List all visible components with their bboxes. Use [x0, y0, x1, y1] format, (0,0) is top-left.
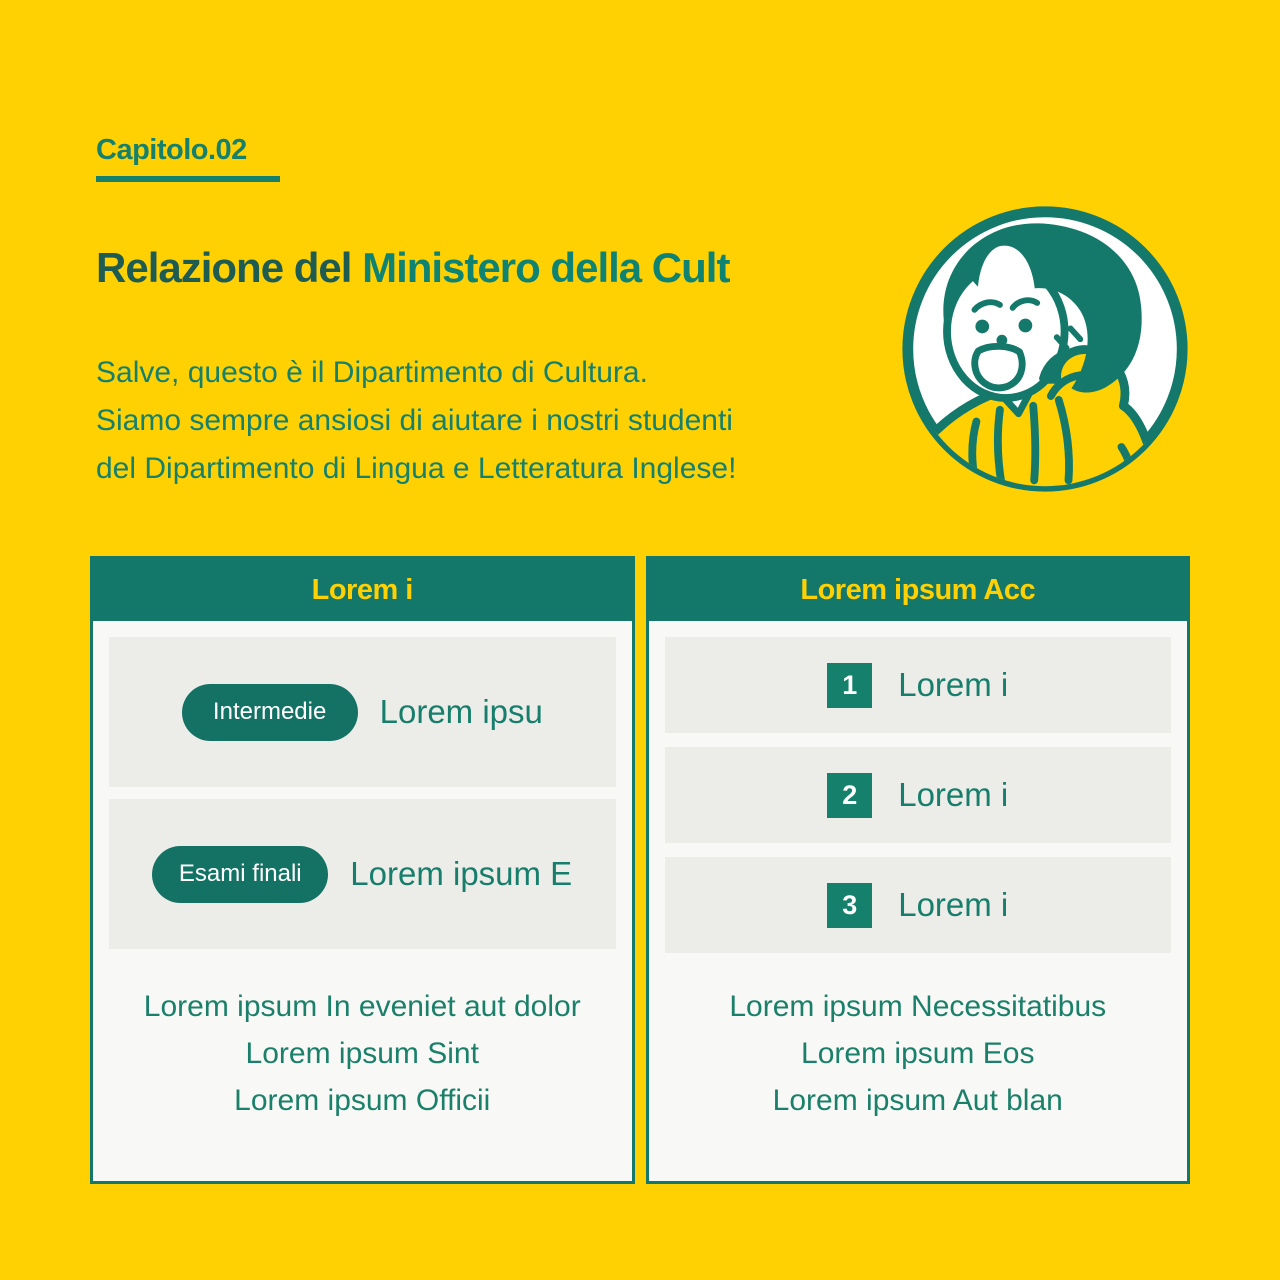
intro-line: Salve, questo è il Dipartimento di Cultura. — [96, 356, 648, 389]
numbered-row — [665, 747, 1172, 843]
feature-row — [109, 637, 616, 787]
footer-line: Lorem ipsum Aut blan — [772, 1084, 1063, 1117]
student-avatar-icon — [898, 202, 1192, 496]
footer-line: Lorem ipsum In eveniet aut dolor — [143, 990, 581, 1023]
card-right — [646, 556, 1191, 1184]
number-badge: 1 — [827, 663, 872, 708]
feature-row — [109, 799, 616, 949]
intro-line: del Dipartimento di Lingua e Letteratura Inglese! — [96, 452, 737, 485]
numbered-row — [665, 857, 1172, 953]
card-right-header: Lorem ipsum Acc — [649, 559, 1188, 621]
chapter-label — [96, 134, 280, 182]
footer-line: Lorem ipsum Officii — [234, 1084, 491, 1117]
page-title — [96, 244, 729, 292]
student-avatar-illustration — [898, 202, 1192, 496]
card-right-footer-list — [665, 983, 1172, 1124]
card-left-footer-list — [109, 983, 616, 1124]
card-left-header: Lorem i — [93, 559, 632, 621]
page-title-accent-part: Ministero della Cult — [362, 244, 730, 291]
feature-row-label: Lorem ipsum E — [350, 855, 573, 892]
card-left-body — [93, 621, 632, 1124]
page-title-dark-part: Relazione del — [96, 244, 363, 291]
intro-line: Siamo sempre ansiosi di aiutare i nostri studenti — [96, 404, 733, 437]
pill-badge: Esami finali — [152, 846, 328, 903]
card-right-body — [649, 621, 1188, 1124]
numbered-row-label: Lorem i — [898, 666, 1009, 703]
chapter-label-text: Capitolo.02 — [96, 134, 247, 166]
number-badge: 2 — [827, 773, 872, 818]
chapter-underline — [96, 176, 280, 182]
numbered-row-label: Lorem i — [898, 886, 1009, 923]
feature-row-label: Lorem ipsu — [379, 693, 543, 730]
footer-line: Lorem ipsum Eos — [801, 1037, 1035, 1070]
numbered-row — [665, 637, 1172, 733]
footer-line: Lorem ipsum Necessitatibus — [729, 990, 1107, 1023]
footer-line: Lorem ipsum Sint — [245, 1037, 479, 1070]
numbered-row-label: Lorem i — [898, 776, 1009, 813]
number-badge: 3 — [827, 883, 872, 928]
intro-paragraph — [96, 349, 736, 493]
pill-badge: Intermedie — [182, 684, 358, 741]
card-left — [90, 556, 635, 1184]
cards-container — [90, 556, 1190, 1184]
